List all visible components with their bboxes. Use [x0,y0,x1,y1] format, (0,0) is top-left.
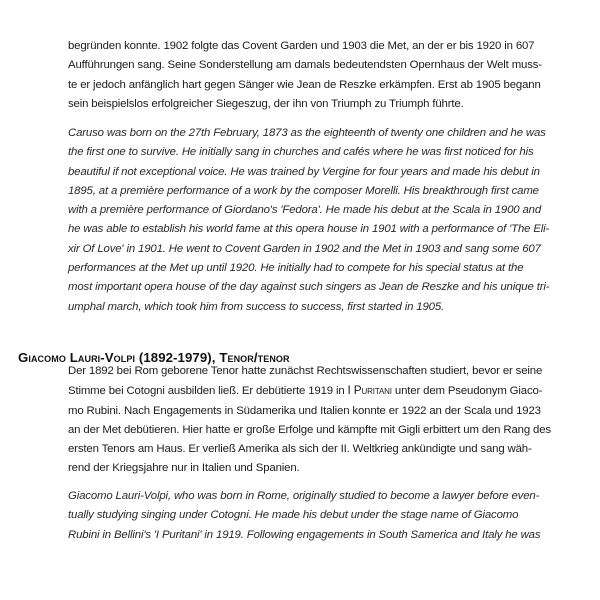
heading-singer-name: Giacomo Lauri-Volpi [18,350,136,365]
text-line: sein beispielslos erfolgreicher Siegeszug, der ihn von Triumph zu Triumph führte. [68,97,464,110]
text-line: umphal march, which took him from success to success, first started in 1905. [68,300,445,313]
text-line: he was able to establish his world fame at this opera house in 1901 with a performance of 'The Eli- [68,223,550,236]
text-line: performances at the Met up until 1920. He initially had to compete for his special status at the [68,262,524,275]
lauri-english-paragraph [68,487,568,545]
text-line: xir Of Love' in 1901. He went to Covent Garden in 1902 and the Met in 1903 and sang some 607 [68,242,541,255]
text-segment: Stimme bei Cotogni ausbilden ließ. Er debütierte 1919 in [68,385,345,398]
text-line: 1895, at a première performance of a work by the composer Morelli. His breakthrough first came [68,184,539,197]
caruso-german-paragraph [68,37,568,114]
text-segment: unter dem Pseudonym Giaco- [394,385,543,398]
text-line: Rubini in Bellini's 'I Puritani' in 1919. Following engagements in South Samerica and Italy he was [68,528,541,541]
text-line [68,381,568,401]
text-line: mo Rubini. Nach Engagements in Südamerika und Italien konnte er 1922 an der Scala und 1923 [68,404,541,417]
text-line: an der Met debütieren. Hier hatte er große Erfolge und kämpfte mit Gigli erbittert um den Rang des [68,423,551,436]
heading-dates: (1892-1979), [138,350,216,365]
text-line: begründen konnte. 1902 folgte das Covent Garden und 1903 die Met, an der er bis 1920 in 607 [68,40,535,52]
text-line: Caruso was born on the 27th February, 1873 as the eighteenth of twenty one children and he was [68,127,546,139]
text-line: tually studying singing under Cotogni. He made his debut under the stage name of Giacomo [68,509,519,522]
text-line: Aufführungen sang. Seine Sonderstellung am damals bedeutendsten Opernhaus der Welt muss- [68,59,542,72]
text-line: beautiful if not exceptional voice. He was trained by Vergine for four years and made his debut in [68,165,540,178]
text-line: ersten Tenors am Haus. Er verließ Amerika als sich der II. Weltkrieg ankündigte und sang wäh- [68,443,532,456]
text-line: Der 1892 bei Rom geborene Tenor hatte zunächst Rechtswissenschaften studiert, bevor er seine [68,365,543,377]
heading-voice-type: Tenor/tenor [219,350,290,365]
caruso-english-paragraph [68,124,568,317]
text-line: Giacomo Lauri-Volpi, who was born in Rome, originally studied to become a lawyer before even- [68,490,540,502]
text-line: rend der Kriegsjahre nur in Italien und Spanien. [68,462,300,475]
lauri-german-paragraph [68,362,568,479]
text-line: te er jedoch anfänglich hart gegen Sänger wie Jean de Reszke erkämpfen. Erst ab 1905 begann [68,78,541,91]
opera-title: I Puritani [347,383,392,398]
text-line: with a première performance of Giordano's 'Fedora'. He made his debut at the Scala in 1900 and [68,204,542,217]
text-line: most important opera house of the day against such singers as Jean de Reszke and his unique tri- [68,281,550,294]
text-line: the first one to survive. He initially sang in churches and cafés where he was first noticed for his [68,146,534,159]
